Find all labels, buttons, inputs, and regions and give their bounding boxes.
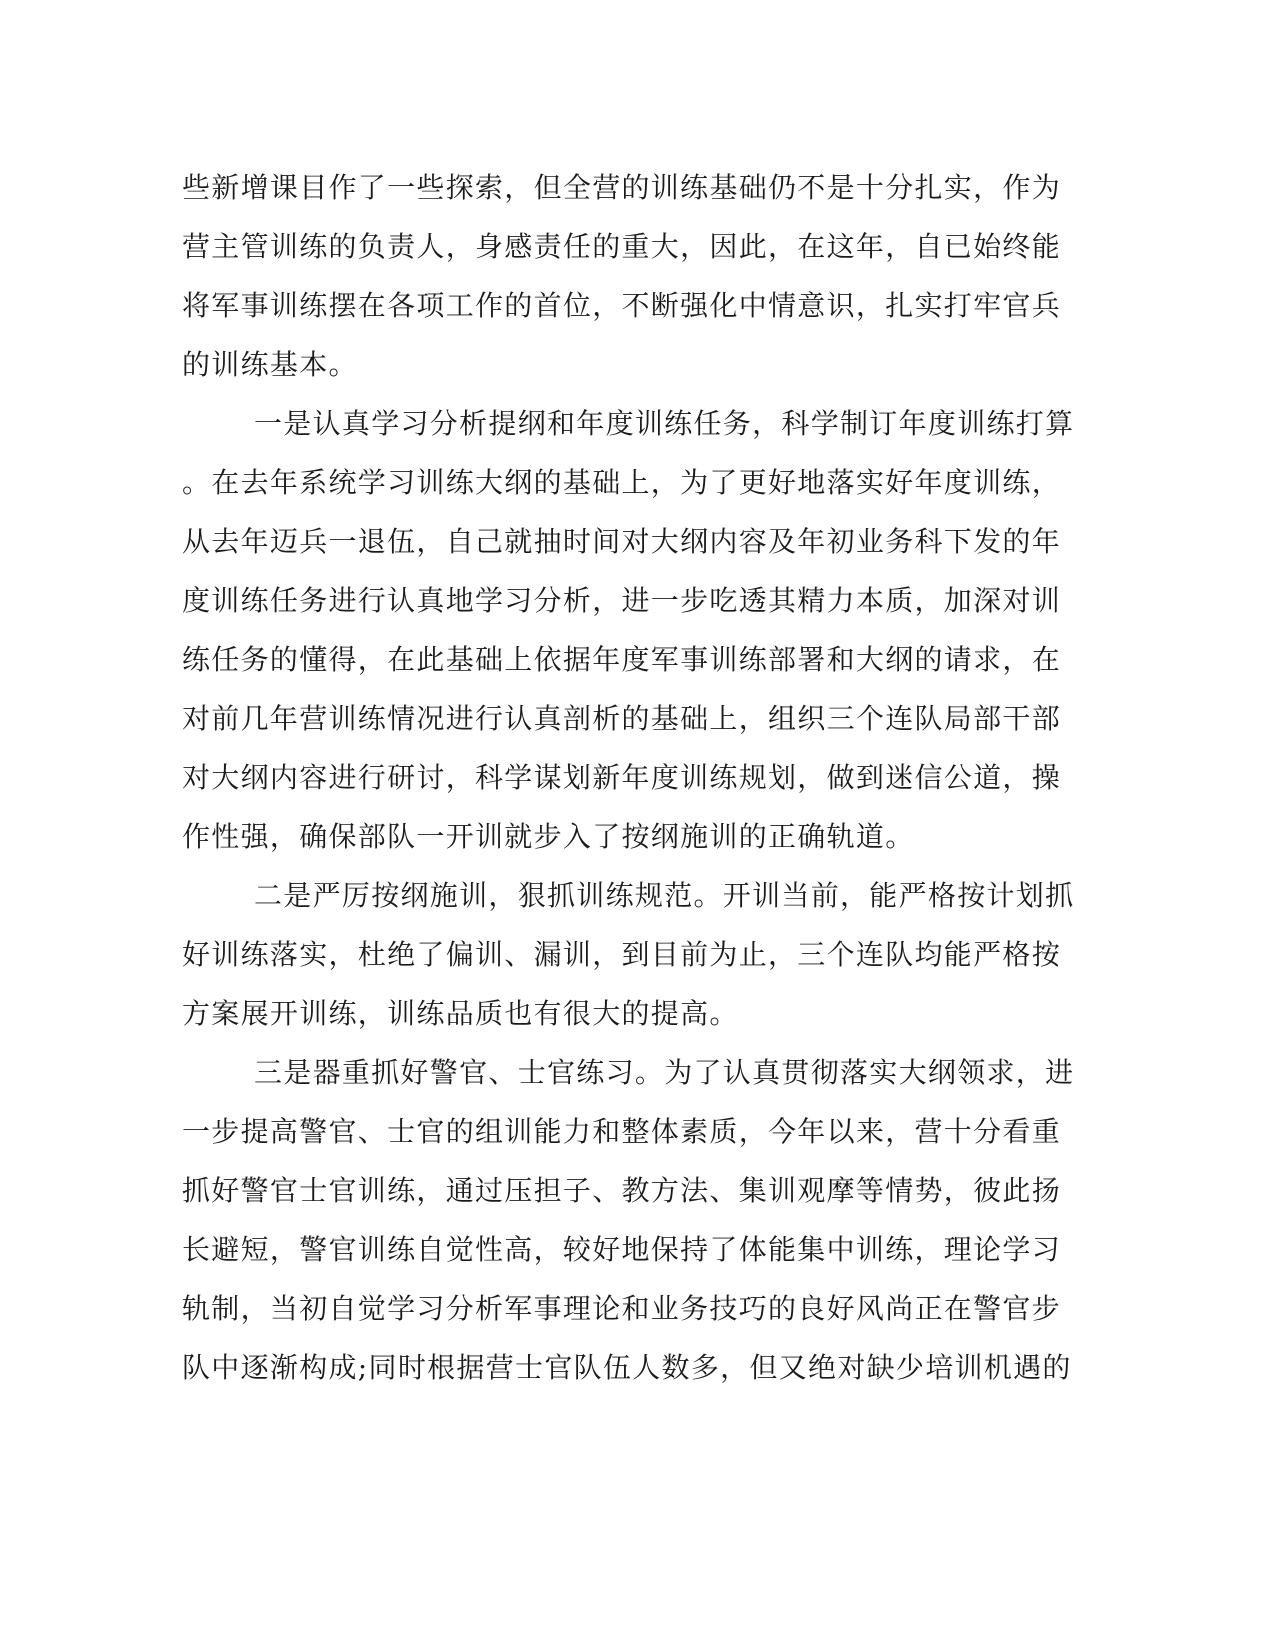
text-line: 一是认真学习分析提纲和年度训练任务，科学制订年度训练打算	[254, 407, 1075, 440]
text-line: 二是严厉按纲施训，狠抓训练规范。开训当前，能严格按计划抓	[254, 879, 1075, 912]
text-line: 。在去年系统学习训练大纲的基础上，为了更好地落实好年度训练，	[182, 466, 1062, 499]
text-line: 对大纲内容进行研讨，科学谋划新年度训练规划，做到迷信公道，操	[182, 761, 1062, 794]
text-line: 方案展开训练，训练品质也有很大的提高。	[182, 997, 739, 1030]
text-line: 轨制，当初自觉学习分析军事理论和业务技巧的良好风尚正在警官步	[182, 1292, 1062, 1325]
text-line: 作性强，确保部队一开训就步入了按纲施训的正确轨道。	[182, 820, 915, 853]
text-line: 的训练基本。	[182, 348, 358, 381]
text-line: 度训练任务进行认真地学习分析，进一步吃透其精力本质，加深对训	[182, 584, 1062, 617]
body-text	[182, 158, 1075, 1397]
text-line: 三是器重抓好警官、士官练习。为了认真贯彻落实大纲领求，进	[254, 1056, 1075, 1089]
text-line: 抓好警官士官训练，通过压担子、教方法、集训观摩等情势，彼此扬	[182, 1174, 1062, 1207]
text-line: 长避短，警官训练自觉性高，较好地保持了体能集中训练，理论学习	[182, 1233, 1062, 1266]
text-line: 队中逐渐构成;同时根据营士官队伍人数多，但又绝对缺少培训机遇的	[182, 1351, 1072, 1384]
paragraph	[182, 1043, 1075, 1397]
text-line: 对前几年营训练情况进行认真剖析的基础上，组织三个连队局部干部	[182, 702, 1062, 735]
text-line: 练任务的懂得，在此基础上依据年度军事训练部署和大纲的请求，在	[182, 643, 1062, 676]
paragraph	[182, 866, 1075, 1043]
text-line: 营主管训练的负责人，身感责任的重大，因此，在这年，自已始终能	[182, 230, 1062, 263]
text-line: 将军事训练摆在各项工作的首位，不断强化中情意识，扎实打牢官兵	[182, 289, 1062, 322]
text-line: 些新增课目作了一些探索，但全营的训练基础仍不是十分扎实，作为	[182, 171, 1062, 204]
paragraph	[182, 158, 1062, 394]
text-line: 从去年迈兵一退伍，自己就抽时间对大纲内容及年初业务科下发的年	[182, 525, 1062, 558]
text-line: 一步提高警官、士官的组训能力和整体素质，今年以来，营十分看重	[182, 1115, 1062, 1148]
text-line: 好训练落实，杜绝了偏训、漏训，到目前为止，三个连队均能严格按	[182, 938, 1062, 971]
paragraph	[182, 394, 1075, 866]
